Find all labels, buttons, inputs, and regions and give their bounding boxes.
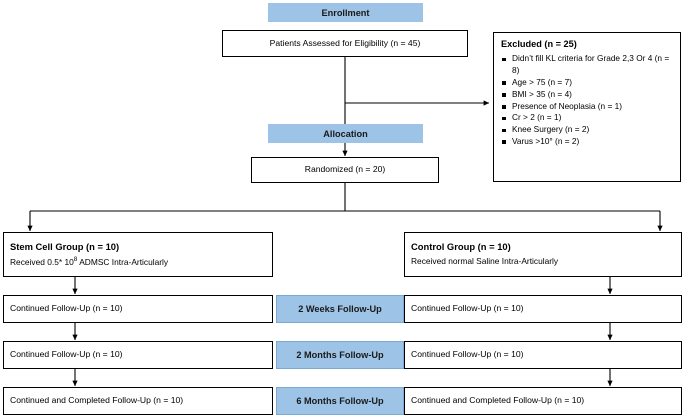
control-followup-2weeks-label: Continued Follow-Up (n = 10): [411, 303, 524, 314]
stem-cell-followup-2weeks-label: Continued Follow-Up (n = 10): [10, 303, 123, 314]
phase-followup-6months-label: 6 Months Follow-Up: [296, 396, 384, 406]
list-item: BMI > 35 (n = 4): [501, 89, 673, 101]
list-item: Presence of Neoplasia (n = 1): [501, 101, 673, 113]
phase-followup-2months-label: 2 Months Follow-Up: [296, 350, 384, 360]
control-followup-6months-box: [404, 387, 682, 415]
list-item: Knee Surgery (n = 2): [501, 124, 673, 136]
control-group-subtitle: Received normal Saline Intra-Articularly: [411, 256, 559, 267]
control-followup-2months-box: [404, 341, 682, 369]
stem-cell-followup-2months-box: [3, 341, 273, 369]
list-item: Didn’t fill KL criteria for Grade 2,3 Or 4 (n = 8): [501, 53, 673, 77]
control-followup-2weeks-box: [404, 295, 682, 323]
control-group-title: Control Group (n = 10): [411, 241, 511, 253]
phase-allocation: [268, 124, 423, 143]
phase-followup-2months: [276, 341, 404, 369]
phase-enrollment: [268, 3, 423, 22]
control-followup-2months-label: Continued Follow-Up (n = 10): [411, 349, 524, 360]
excluded-list: [501, 53, 673, 147]
randomized-box: [251, 157, 439, 183]
stem-cell-followup-2weeks-box: [3, 295, 273, 323]
phase-followup-6months: [276, 387, 404, 415]
stem-cell-group-subtitle: Received 0.5* $10^8$ ADMSC Intra-Articularly: [10, 255, 169, 267]
excluded-title: Excluded (n = 25): [501, 39, 577, 49]
randomized-label: Randomized (n = 20): [304, 164, 386, 175]
phase-followup-2weeks-label: 2 Weeks Follow-Up: [298, 304, 382, 314]
assessed-label: Patients Assessed for Eligibility (n = 45): [269, 37, 421, 48]
phase-followup-2weeks: [276, 295, 404, 323]
list-item: Cr > 2 (n = 1): [501, 112, 673, 124]
assessed-box: [222, 30, 468, 57]
phase-allocation-label: Allocation: [323, 128, 368, 139]
phase-enrollment-label: Enrollment: [321, 7, 370, 18]
stem-cell-followup-6months-label: Continued and Completed Follow-Up (n = 10): [10, 395, 184, 406]
excluded-box: [493, 32, 681, 182]
list-item: Varus >10° (n = 2): [501, 136, 673, 148]
control-group-box: [404, 232, 682, 277]
list-item: Age > 75 (n = 7): [501, 77, 673, 89]
stem-cell-followup-2months-label: Continued Follow-Up (n = 10): [10, 349, 123, 360]
stem-cell-group-box: [3, 232, 273, 277]
control-followup-6months-label: Continued and Completed Follow-Up (n = 10): [411, 395, 585, 406]
stem-cell-group-title: Stem Cell Group (n = 10): [10, 241, 120, 253]
stem-cell-followup-6months-box: [3, 387, 273, 415]
